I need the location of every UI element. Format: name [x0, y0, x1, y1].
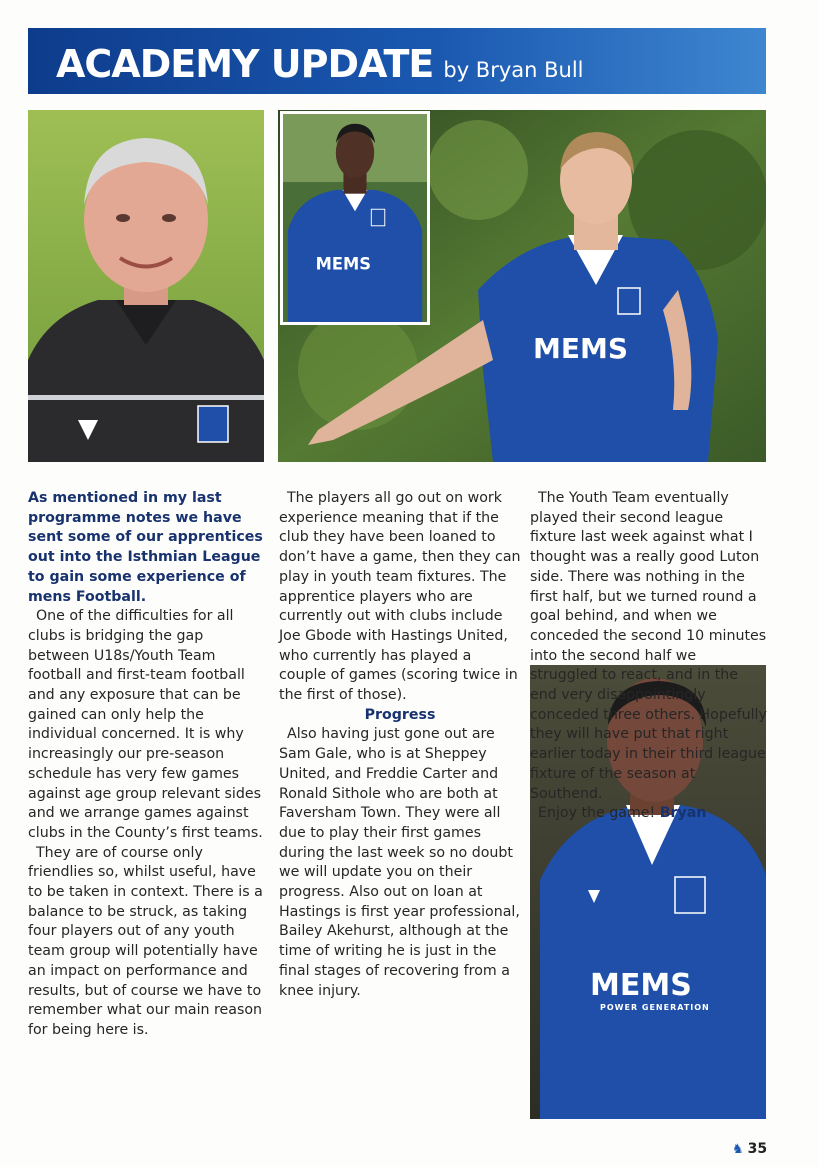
article-lead: As mentioned in my last programme notes we have sent some of our apprentices out into the Isthmian League to gain some experience of mens Football. [28, 490, 263, 605]
closing-text: Enjoy the game! [538, 805, 656, 822]
page-title: ACADEMY UPDATE [56, 42, 434, 86]
shirt-sponsor-subtext: POWER GENERATION [600, 1003, 710, 1012]
section-header [28, 28, 766, 94]
shirt-sponsor-action: MEMS [533, 332, 629, 365]
shirt-sponsor-portrait: MEMS [590, 968, 692, 1003]
author-signature: Bryan [659, 805, 707, 822]
article-paragraph: The Youth Team eventually played their second league fixture last week against what I thought was a really good Luton side. There was nothing in the first half, but we turned round a goal behind, and when we conceded the second 10 minutes into the second half we struggled to react, and in the end very disappointingly conceded three others. Hopefully they will have put that right earlier today in their third league fixture of the season at Southend. [530, 490, 767, 802]
article-paragraph: The players all go out on work experience meaning that if the club they have been loaned to don’t have a game, then they can play in youth team fixtures. The apprentice players who are currently out with clubs include Joe Gbode with Hastings United, who currently has played a couple of games (scoring twice in the first of those). [279, 490, 521, 704]
article-column-2 [279, 489, 521, 1001]
article-closing-line [530, 804, 768, 824]
article-column-3 [530, 489, 768, 824]
article-paragraph: Also having just gone out are Sam Gale, who is at Sheppey United, and Freddie Carter and Ronald Sithole who are both at Faversham Town. They were all due to play their first games during the last week so no doubt we will update you on their progress. Also out on loan at Hastings is first year professional, Bailey Akehurst, although at the time of writing he is just in the final stages of recovering from a knee injury. [279, 726, 520, 999]
player-standing-photo [280, 111, 430, 325]
article-subheading: Progress [364, 706, 436, 723]
article-paragraph: They are of course only friendlies so, whilst useful, have to be taken in context. There is a balance to be struck, as taking four players out of any youth team group will potentially have an impact on performance and results, but of course we have to remember what our main reason for being here is. [28, 844, 263, 1038]
author-byline: by Bryan Bull [443, 58, 584, 82]
article-paragraph: One of the difficulties for all clubs is bridging the gap between U18s/Youth Team football and first-team football and any exposure that can be gained can only help the individual concerned. It is why increasingly our pre-season schedule has very few games against age group relevant sides and we arrange games against clubs in the County’s first teams. [28, 608, 263, 841]
page-number [732, 1141, 767, 1157]
shirt-sponsor-standing: MEMS [315, 254, 371, 274]
page-number-text: 35 [747, 1141, 768, 1157]
article-column-1 [28, 489, 268, 1041]
coach-photo [28, 110, 264, 462]
club-horse-icon: ♞ [732, 1141, 744, 1157]
